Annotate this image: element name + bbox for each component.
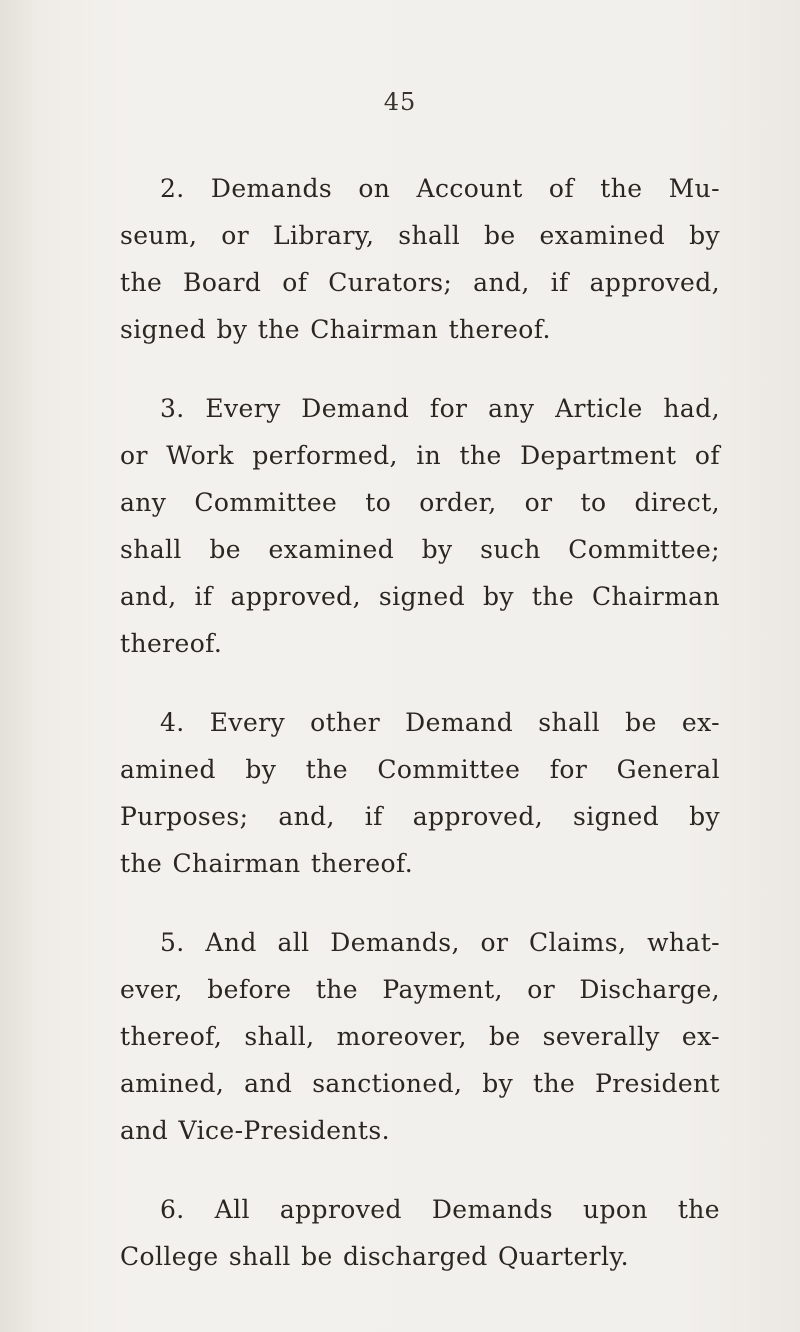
text-line: Purposes; and, if approved, signed by [120, 802, 720, 831]
text-line: 6. All approved Demands upon the [160, 1195, 720, 1224]
text-line: or Work performed, in the Department of [120, 441, 720, 470]
paragraph-5 [120, 919, 720, 1154]
body-text [120, 165, 720, 1312]
text-line: the Chairman thereof. [120, 849, 414, 878]
text-line: thereof. [120, 629, 223, 658]
text-line: 4. Every other Demand shall be ex- [160, 708, 720, 737]
paragraph-4 [120, 699, 720, 887]
text-line: thereof, shall, moreover, be severally ex- [120, 1022, 720, 1051]
text-line: 5. And all Demands, or Claims, what- [160, 928, 720, 957]
text-line: 3. Every Demand for any Article had, [160, 394, 720, 423]
text-line: and Vice-Presidents. [120, 1116, 390, 1145]
text-line: College shall be discharged Quarterly. [120, 1242, 629, 1271]
paragraph-6 [120, 1186, 720, 1280]
text-line: seum, or Library, shall be examined by [120, 221, 720, 250]
text-line: amined by the Committee for General [120, 755, 720, 784]
paragraph-2 [120, 165, 720, 353]
paragraph-3 [120, 385, 720, 667]
text-line: signed by the Chairman thereof. [120, 315, 551, 344]
text-line: the Board of Curators; and, if approved, [120, 268, 720, 297]
text-line: 2. Demands on Account of the Mu- [160, 174, 720, 203]
text-line: ever, before the Payment, or Discharge, [120, 975, 720, 1004]
text-line: shall be examined by such Committee; [120, 535, 720, 564]
text-line: any Committee to order, or to direct, [120, 488, 720, 517]
text-line: amined, and sanctioned, by the President [120, 1069, 720, 1098]
text-line: and, if approved, signed by the Chairman [120, 582, 720, 611]
page-number: 45 [383, 88, 417, 116]
